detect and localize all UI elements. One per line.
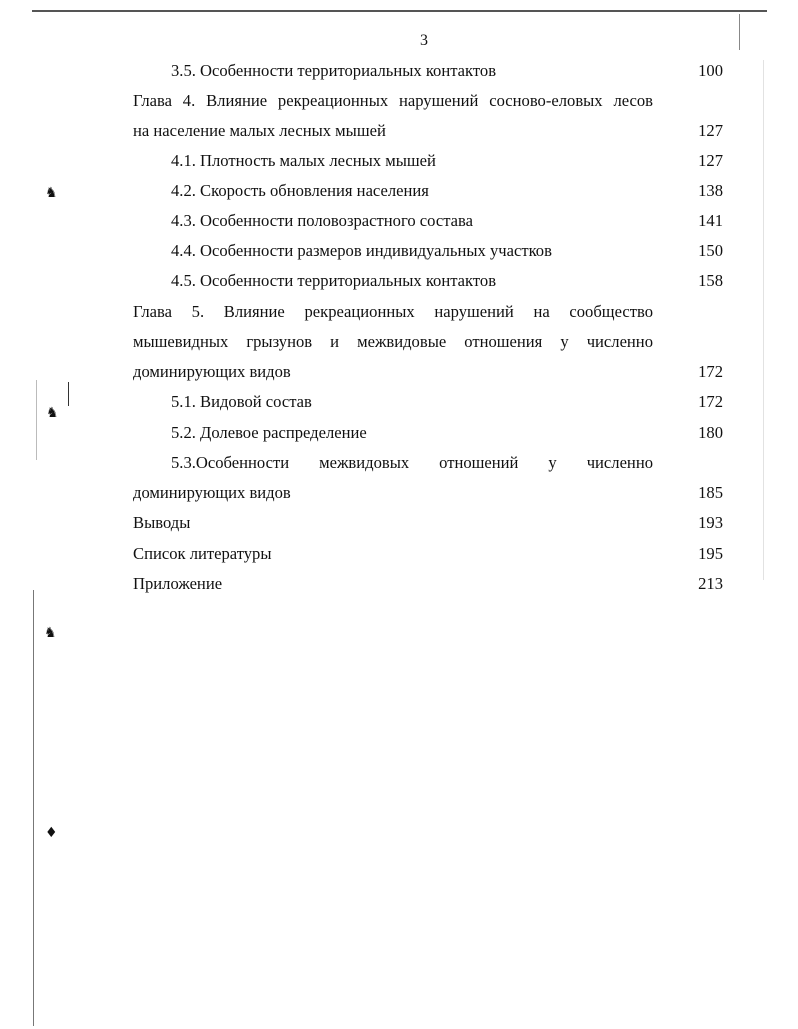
toc-entry-title: мышевидных грызунов и межвидовые отношения у численно — [133, 332, 653, 351]
toc-entry — [133, 418, 723, 448]
toc-entry-page: 172 — [698, 392, 723, 411]
toc-entry-page: 150 — [698, 241, 723, 260]
toc-entry-title: 4.1. Плотность малых лесных мышей — [171, 151, 436, 170]
scan-edge-top — [32, 10, 767, 12]
toc-entry-page: 100 — [698, 61, 723, 80]
toc-entry — [133, 266, 723, 296]
binding-hole-mark: ♞ — [46, 405, 59, 421]
toc-entry — [133, 387, 723, 417]
toc-entry-page: 193 — [698, 513, 723, 532]
scan-edge-left-faint — [36, 380, 37, 460]
toc-entry — [133, 478, 723, 508]
scan-edge-left — [33, 590, 34, 1026]
toc-entry-title: 3.5. Особенности территориальных контактов — [171, 61, 497, 80]
toc-entry-page: 127 — [698, 151, 723, 170]
toc-entry-title: доминирующих видов — [133, 483, 291, 502]
toc-entry-page: 158 — [698, 271, 723, 290]
toc-entry-page: 172 — [698, 362, 723, 381]
toc-entry — [133, 357, 723, 387]
toc-entry-title: 5.1. Видовой состав — [171, 392, 312, 411]
toc-entry-page: 141 — [698, 211, 723, 230]
page-number: 3 — [420, 32, 428, 49]
scan-edge-right-faint — [763, 60, 764, 580]
toc-entry-title: Глава 5. Влияние рекреационных нарушений на сообщество — [133, 302, 653, 321]
toc-entry — [133, 569, 723, 599]
binding-hole-mark: ♦ — [45, 825, 58, 841]
binding-hole-mark: ♞ — [45, 185, 58, 201]
toc-entry-title: Приложение — [133, 574, 223, 593]
toc-entry-title: 5.3.Особенности межвидовых отношений у численно — [171, 453, 653, 472]
toc-entry-title: доминирующих видов — [133, 362, 291, 381]
toc-entry — [133, 508, 723, 538]
toc-entry — [133, 206, 723, 236]
toc-entry-title: 4.3. Особенности половозрастного состава — [171, 211, 474, 230]
toc-entry — [133, 176, 723, 206]
toc-entry — [133, 86, 723, 116]
toc-entry — [133, 448, 723, 478]
toc-entry-page: 127 — [698, 121, 723, 140]
binding-hole-mark: ♞ — [44, 625, 57, 641]
toc-entry — [133, 146, 723, 176]
toc-entry-title: 5.2. Долевое распределение — [171, 423, 367, 442]
toc-entry — [133, 327, 723, 357]
toc-entry-title: на население малых лесных мышей — [133, 121, 386, 140]
toc-entry — [133, 236, 723, 266]
toc-entry-page: 138 — [698, 181, 723, 200]
toc-entry-title: Глава 4. Влияние рекреационных нарушений сосново-еловых лесов — [133, 91, 653, 110]
toc-entry — [133, 297, 723, 327]
toc-entry — [133, 539, 723, 569]
toc-entry-title: 4.4. Особенности размеров индивидуальных участков — [171, 241, 552, 260]
toc-entry-page: 180 — [698, 423, 723, 442]
toc-entry-page: 195 — [698, 544, 723, 563]
toc-entry-page: 185 — [698, 483, 723, 502]
toc-entry-title: Выводы — [133, 513, 191, 532]
toc-entry — [133, 56, 723, 86]
toc-entry-title: 4.2. Скорость обновления населения — [171, 181, 429, 200]
toc-entry — [133, 116, 723, 146]
toc-entry-title: 4.5. Особенности территориальных контактов — [171, 271, 497, 290]
scan-tick-mark — [68, 382, 69, 406]
toc-entry-page: 213 — [698, 574, 723, 593]
toc-entry-title: Список литературы — [133, 544, 272, 563]
